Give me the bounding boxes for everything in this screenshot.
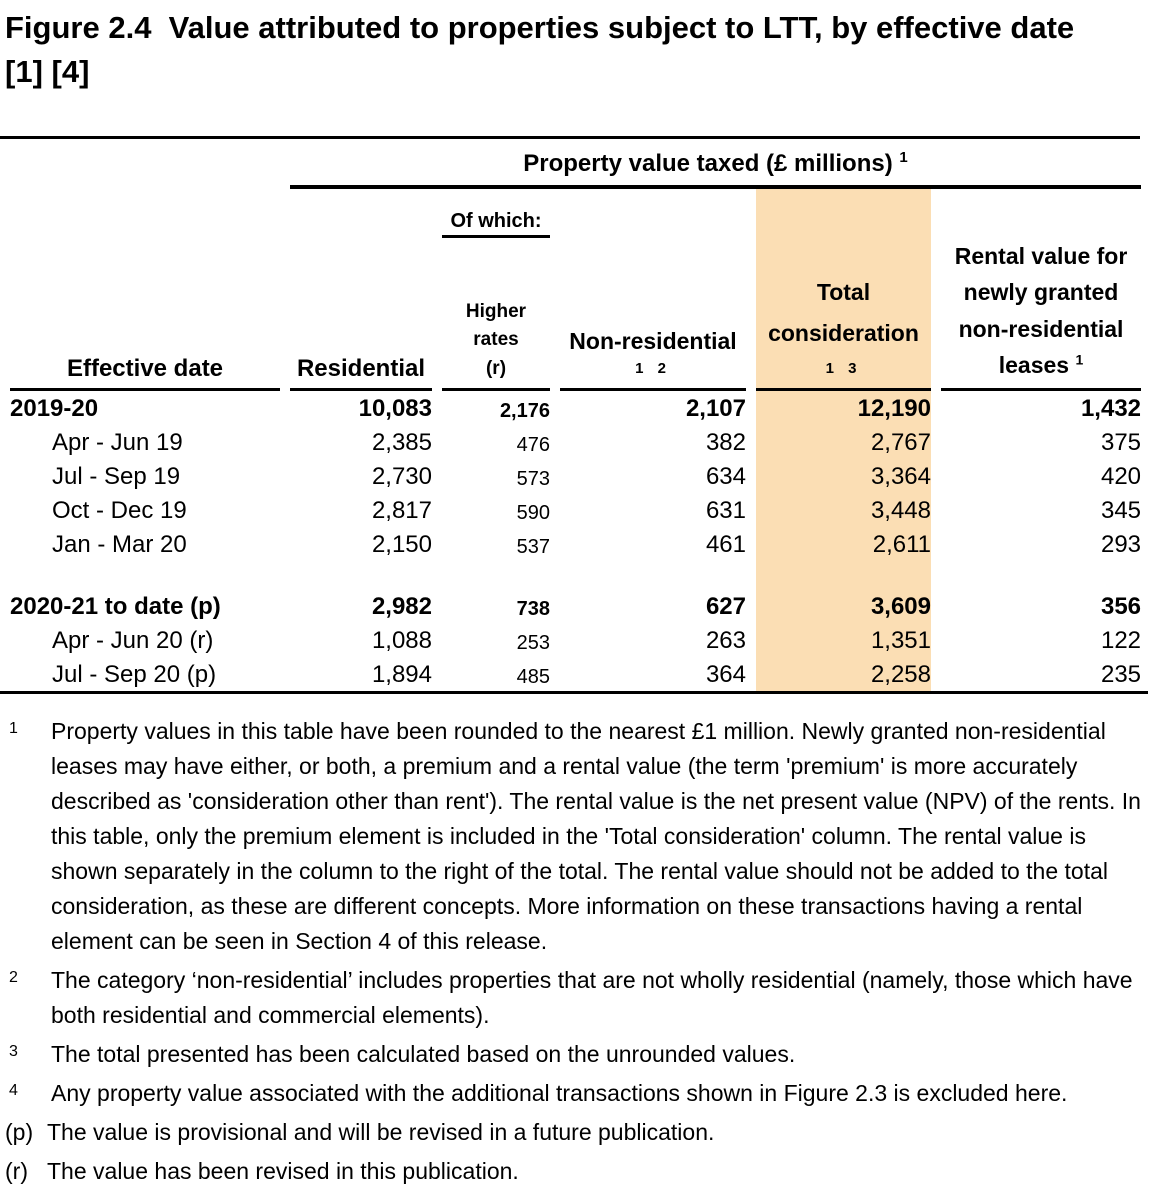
value-cell: 476 xyxy=(516,434,550,457)
table-row-oct-dec-19 xyxy=(10,493,1141,527)
value-cell: 573 xyxy=(516,468,550,491)
row-label: Jan - Mar 20 xyxy=(52,531,187,559)
value-cell: 2,982 xyxy=(371,593,432,621)
value-cell: 10,083 xyxy=(358,395,432,423)
value-cell: 1,351 xyxy=(756,623,931,657)
value-cell: 375 xyxy=(1100,429,1142,457)
rental-line3: non-residential xyxy=(958,315,1124,342)
highlight-column-cell xyxy=(756,561,931,589)
value-cell: 122 xyxy=(1100,627,1142,655)
footnote-marker: (p) xyxy=(5,1119,34,1146)
footnotes xyxy=(5,714,1146,1189)
footnote xyxy=(5,1115,1146,1150)
footnote-marker: 1 xyxy=(9,720,18,738)
highlight-column-cell xyxy=(756,189,931,238)
footnote-ref-1-3: 1 3 xyxy=(825,359,862,377)
footnote-ref-1-2: 1 2 xyxy=(635,359,671,377)
value-cell: 356 xyxy=(1100,593,1142,621)
of-which-label: Of which: xyxy=(442,189,550,238)
empty-cell xyxy=(941,561,1141,589)
value-cell: 235 xyxy=(1100,661,1142,689)
col-header-effective-date: Effective date xyxy=(10,238,280,391)
footnote-marker: 3 xyxy=(9,1043,18,1061)
table-row-apr-jun-19 xyxy=(10,425,1141,459)
value-cell: 1,894 xyxy=(371,661,432,689)
empty-cell xyxy=(560,189,746,238)
value-cell: 382 xyxy=(705,429,746,457)
footnote-marker: (r) xyxy=(5,1158,28,1185)
row-label: 2019-20 xyxy=(10,395,99,423)
value-cell: 2,176 xyxy=(499,400,550,423)
of-which-row xyxy=(10,189,1141,238)
value-cell: 634 xyxy=(705,463,746,491)
value-cell: 590 xyxy=(516,502,550,525)
footnote xyxy=(5,963,1146,1033)
empty-cell xyxy=(10,189,280,238)
col-header-higher-rates xyxy=(442,238,550,391)
value-cell: 2,767 xyxy=(756,425,931,459)
value-cell: 2,258 xyxy=(756,657,931,691)
value-cell: 263 xyxy=(705,627,746,655)
col-header-rental-value xyxy=(941,238,1141,391)
value-cell: 345 xyxy=(1100,497,1142,525)
empty-cell xyxy=(290,189,432,238)
footnote-text: The value has been revised in this publication. xyxy=(47,1158,519,1185)
col-header-residential: Residential xyxy=(290,238,432,391)
table-row-2019-20 xyxy=(10,391,1141,425)
table-bottom-rule xyxy=(0,691,1148,694)
value-cell: 1,432 xyxy=(1080,395,1142,423)
footnote-text: Property values in this table have been rounded to the nearest £1 million. Newly granted non-residential leases may have either, or both, a premium and a rental value (the term 'premium' is more accurately described as 'consideration other than rent'). The rental value is the net present value (NPV) of the rents. In this table, only the premium element is included in the 'Total consideration' column. The rental value is shown separately in the column to the right of the total. The rental value should not be added to the total consideration, as these are different concepts. More information on these transactions having a rental element can be seen in Section 4 of this release. xyxy=(51,718,1141,955)
empty-cell xyxy=(10,561,280,589)
footnote-text: Any property value associated with the additional transactions shown in Figure 2.3 is excluded here. xyxy=(51,1080,1068,1107)
table-row-jan-mar-20 xyxy=(10,527,1141,561)
footnote xyxy=(5,1154,1146,1189)
footnote-text: The value is provisional and will be revised in a future publication. xyxy=(47,1119,715,1146)
value-cell: 2,611 xyxy=(756,527,931,561)
value-cell: 293 xyxy=(1100,531,1142,559)
row-label: Jul - Sep 20 (p) xyxy=(52,661,217,689)
value-cell: 461 xyxy=(705,531,746,559)
table-row-2020-21-to-date xyxy=(10,589,1141,623)
footnote xyxy=(5,1037,1146,1072)
empty-cell xyxy=(10,139,280,189)
value-cell: 364 xyxy=(705,661,746,689)
footnote-text: The category ‘non-residential’ includes properties that are not wholly residential (namely, those which have both residential and commercial elements). xyxy=(51,967,1133,1029)
value-cell: 12,190 xyxy=(756,391,931,425)
footnote xyxy=(5,714,1146,959)
value-cell: 2,107 xyxy=(685,395,746,423)
value-cell: 420 xyxy=(1100,463,1142,491)
footnote-text: The total presented has been calculated based on the unrounded values. xyxy=(51,1041,796,1068)
group-header-row xyxy=(10,139,1141,189)
column-header-row xyxy=(10,238,1141,391)
total-line1: Total xyxy=(816,279,871,306)
footnote-marker: 2 xyxy=(9,969,18,987)
value-cell: 1,088 xyxy=(371,627,432,655)
page-title: Figure 2.4 Value attributed to properties subject to LTT, by effective date [1] [4] xyxy=(5,10,1083,90)
row-label: Oct - Dec 19 xyxy=(52,497,187,525)
table-row-apr-jun-20 xyxy=(10,623,1141,657)
value-cell: 627 xyxy=(705,593,746,621)
rental-line4: leases xyxy=(998,352,1070,379)
ltt-value-table xyxy=(0,139,1151,691)
empty-cell xyxy=(941,189,1141,238)
spacer-row xyxy=(10,561,1141,589)
table-row-jul-sep-20 xyxy=(10,657,1141,691)
higher-rates-line1: Higher rates xyxy=(465,300,527,351)
row-label: Jul - Sep 19 xyxy=(52,463,181,491)
non-residential-label: Non-residential xyxy=(569,327,737,354)
value-cell: 631 xyxy=(705,497,746,525)
row-label: Apr - Jun 20 (r) xyxy=(52,627,214,655)
rental-line1: Rental value for xyxy=(954,243,1128,270)
value-cell: 3,609 xyxy=(756,589,931,623)
value-cell: 2,150 xyxy=(371,531,432,559)
group-header-label: Property value taxed (£ millions) xyxy=(523,150,893,178)
value-cell: 3,364 xyxy=(756,459,931,493)
rental-line2: newly granted xyxy=(963,279,1119,306)
table-row-jul-sep-19 xyxy=(10,459,1141,493)
value-cell: 2,730 xyxy=(371,463,432,491)
value-cell: 253 xyxy=(516,632,550,655)
higher-rates-line2: (r) xyxy=(485,357,507,379)
footnote-marker: 4 xyxy=(9,1082,18,1100)
empty-cell xyxy=(560,561,746,589)
value-cell: 2,817 xyxy=(371,497,432,525)
value-cell: 537 xyxy=(516,536,550,559)
empty-cell xyxy=(290,561,432,589)
footnote xyxy=(5,1076,1146,1111)
empty-cell xyxy=(442,561,550,589)
value-cell: 485 xyxy=(516,666,550,689)
col-header-non-residential xyxy=(560,238,746,391)
row-label: 2020-21 to date (p) xyxy=(10,593,221,621)
col-header-total-consideration xyxy=(756,238,931,391)
total-line2: consideration xyxy=(768,320,919,347)
group-header xyxy=(290,139,1141,189)
value-cell: 2,385 xyxy=(371,429,432,457)
row-label: Apr - Jun 19 xyxy=(52,429,183,457)
footnote-ref-1b: 1 xyxy=(1075,351,1084,368)
data-table-area xyxy=(0,136,1146,694)
footnote-ref-1: 1 xyxy=(899,149,908,167)
value-cell: 3,448 xyxy=(756,493,931,527)
value-cell: 738 xyxy=(516,598,550,621)
